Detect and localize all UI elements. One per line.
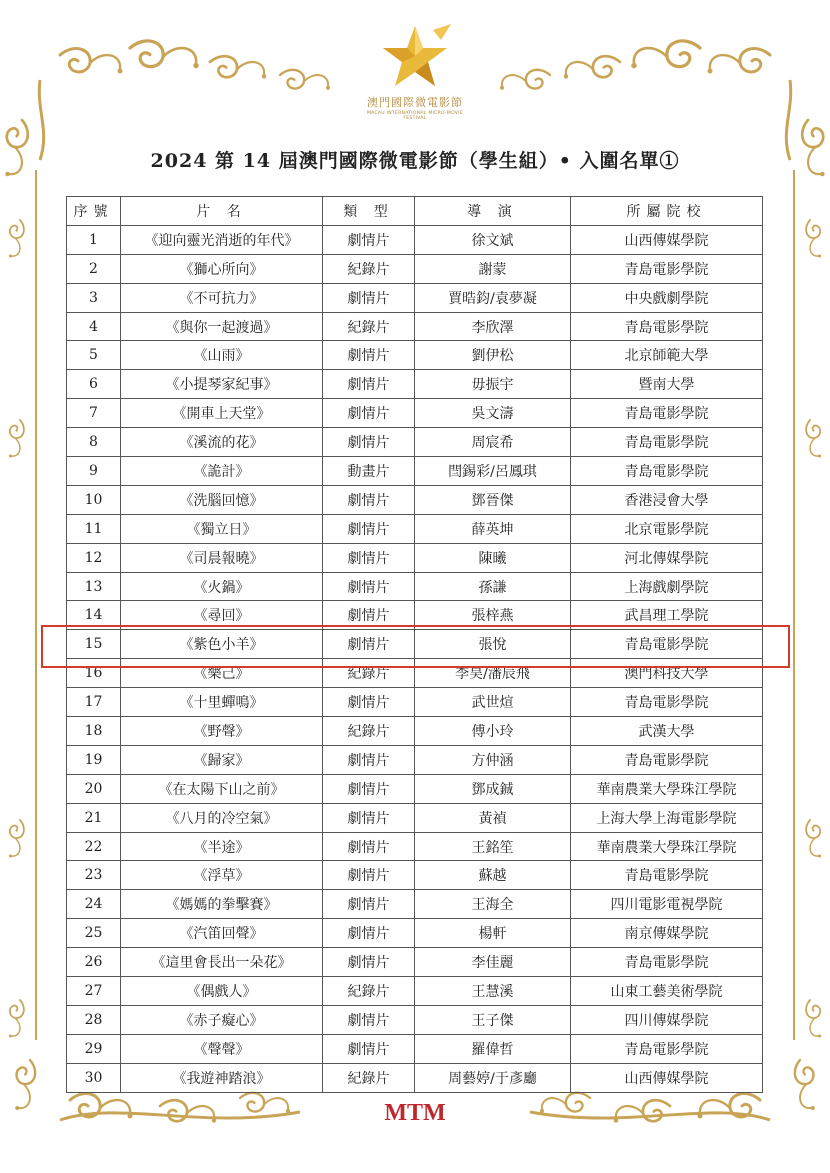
page-title: 2024 第 14 屆澳門國際微電影節（學生組）• 入圍名單① [150, 150, 680, 172]
cell-number: 29 [67, 1034, 121, 1063]
table-row [67, 745, 763, 774]
cell-number: 22 [67, 832, 121, 861]
table-row [67, 803, 763, 832]
table-row [67, 225, 763, 254]
cell-school: 山西傳媒學院 [571, 1063, 763, 1092]
table-row [67, 774, 763, 803]
cell-number: 19 [67, 745, 121, 774]
cell-genre: 劇情片 [323, 745, 415, 774]
cell-director: 王海全 [415, 890, 571, 919]
festival-logo [360, 22, 470, 134]
cell-genre: 劇情片 [323, 283, 415, 312]
cell-genre: 劇情片 [323, 370, 415, 399]
cell-number: 8 [67, 428, 121, 457]
cell-film-title: 《獅心所向》 [121, 254, 323, 283]
cell-school: 中央戲劇學院 [571, 283, 763, 312]
left-side-ornament [9, 170, 36, 1040]
table-row [67, 428, 763, 457]
cell-film-title: 《詭計》 [121, 457, 323, 486]
cell-film-title: 《溪流的花》 [121, 428, 323, 457]
cell-film-title: 《聲聲》 [121, 1034, 323, 1063]
cell-film-title: 《半途》 [121, 832, 323, 861]
table-row [67, 312, 763, 341]
cell-director: 李佳麗 [415, 948, 571, 977]
table-row [67, 832, 763, 861]
cell-genre: 紀錄片 [323, 312, 415, 341]
table-row [67, 370, 763, 399]
cell-number: 26 [67, 948, 121, 977]
cell-director: 閆錫彩/呂鳳琪 [415, 457, 571, 486]
cell-number: 27 [67, 977, 121, 1006]
cell-genre: 劇情片 [323, 225, 415, 254]
cell-number: 25 [67, 919, 121, 948]
cell-number: 7 [67, 399, 121, 428]
cell-number: 23 [67, 861, 121, 890]
cell-genre: 劇情片 [323, 341, 415, 370]
cell-genre: 劇情片 [323, 861, 415, 890]
cell-film-title: 《野聲》 [121, 717, 323, 746]
cell-director: 李欣澤 [415, 312, 571, 341]
table-row [67, 457, 763, 486]
cell-genre: 劇情片 [323, 514, 415, 543]
table-row [67, 485, 763, 514]
cell-film-title: 《小提琴家紀事》 [121, 370, 323, 399]
cell-genre: 劇情片 [323, 428, 415, 457]
cell-director: 王子傑 [415, 1005, 571, 1034]
cell-school: 山西傳媒學院 [571, 225, 763, 254]
cell-genre: 動畫片 [323, 457, 415, 486]
cell-number: 3 [67, 283, 121, 312]
cell-school: 青島電影學院 [571, 688, 763, 717]
cell-film-title: 《樂己》 [121, 659, 323, 688]
cell-director: 武世煊 [415, 688, 571, 717]
cell-school: 四川電影電視學院 [571, 890, 763, 919]
cell-school: 香港浸會大學 [571, 485, 763, 514]
cell-genre: 劇情片 [323, 543, 415, 572]
cell-film-title: 《火鍋》 [121, 572, 323, 601]
cell-film-title: 《這里會長出一朵花》 [121, 948, 323, 977]
cell-director: 周藝婷/于彥廳 [415, 1063, 571, 1092]
cell-genre: 紀錄片 [323, 1063, 415, 1092]
cell-number: 5 [67, 341, 121, 370]
cell-school: 暨南大學 [571, 370, 763, 399]
cell-genre: 紀錄片 [323, 717, 415, 746]
cell-genre: 劇情片 [323, 803, 415, 832]
cell-film-title: 《我遊神踏浪》 [121, 1063, 323, 1092]
cell-director: 蘇越 [415, 861, 571, 890]
cell-genre: 劇情片 [323, 832, 415, 861]
cell-genre: 劇情片 [323, 630, 415, 659]
cell-genre: 劇情片 [323, 485, 415, 514]
cell-film-title: 《在太陽下山之前》 [121, 774, 323, 803]
cell-number: 14 [67, 601, 121, 630]
cell-number: 24 [67, 890, 121, 919]
cell-film-title: 《媽媽的拳擊賽》 [121, 890, 323, 919]
cell-school: 山東工藝美術學院 [571, 977, 763, 1006]
cell-genre: 劇情片 [323, 688, 415, 717]
table-row [67, 341, 763, 370]
table-row [67, 543, 763, 572]
cell-director: 徐文斌 [415, 225, 571, 254]
cell-director: 方仲涵 [415, 745, 571, 774]
cell-film-title: 《不可抗力》 [121, 283, 323, 312]
cell-school: 上海大學上海電影學院 [571, 803, 763, 832]
cell-director: 周宸希 [415, 428, 571, 457]
table-row [67, 717, 763, 746]
cell-director: 鄧晉傑 [415, 485, 571, 514]
cell-school: 青島電影學院 [571, 399, 763, 428]
cell-director: 薛英坤 [415, 514, 571, 543]
cell-school: 青島電影學院 [571, 1034, 763, 1063]
header-film-title: 片 名 [121, 197, 323, 226]
table-row [67, 688, 763, 717]
cell-director: 賈晧鈞/袁夢凝 [415, 283, 571, 312]
cell-director: 李昊/潘辰飛 [415, 659, 571, 688]
cell-number: 17 [67, 688, 121, 717]
cell-genre: 劇情片 [323, 919, 415, 948]
cell-school: 青島電影學院 [571, 312, 763, 341]
cell-director: 王慧溪 [415, 977, 571, 1006]
header-number: 序號 [67, 197, 121, 226]
cell-school: 青島電影學院 [571, 457, 763, 486]
cell-school: 青島電影學院 [571, 861, 763, 890]
cell-number: 12 [67, 543, 121, 572]
cell-film-title: 《十里蟬鳴》 [121, 688, 323, 717]
table-row [67, 977, 763, 1006]
logo-english-name: MACAU INTERNATIONAL MICRO-MOVIE FESTIVAL [367, 111, 463, 121]
cell-genre: 劇情片 [323, 601, 415, 630]
cell-film-title: 《偶戲人》 [121, 977, 323, 1006]
header-director: 導 演 [415, 197, 571, 226]
cell-director: 王銘笙 [415, 832, 571, 861]
footer-brand: MTM [384, 1100, 446, 1126]
cell-school: 青島電影學院 [571, 428, 763, 457]
cell-genre: 劇情片 [323, 1034, 415, 1063]
cell-director: 羅偉哲 [415, 1034, 571, 1063]
table-row [67, 919, 763, 948]
cell-school: 青島電影學院 [571, 745, 763, 774]
cell-genre: 劇情片 [323, 890, 415, 919]
table-row [67, 890, 763, 919]
cell-genre: 紀錄片 [323, 977, 415, 1006]
cell-film-title: 《尋回》 [121, 601, 323, 630]
table-row [67, 861, 763, 890]
cell-film-title: 《紫色小羊》 [121, 630, 323, 659]
right-side-ornament [794, 170, 821, 1040]
cell-film-title: 《汽笛回聲》 [121, 919, 323, 948]
cell-school: 河北傳媒學院 [571, 543, 763, 572]
cell-director: 陳曦 [415, 543, 571, 572]
cell-film-title: 《與你一起渡過》 [121, 312, 323, 341]
cell-film-title: 《赤子癡心》 [121, 1005, 323, 1034]
cell-director: 張悅 [415, 630, 571, 659]
table-row [67, 1063, 763, 1092]
cell-number: 4 [67, 312, 121, 341]
cell-genre: 紀錄片 [323, 659, 415, 688]
cell-film-title: 《山雨》 [121, 341, 323, 370]
cell-director: 鄧成鋮 [415, 774, 571, 803]
cell-film-title: 《開車上天堂》 [121, 399, 323, 428]
cell-school: 上海戲劇學院 [571, 572, 763, 601]
cell-number: 11 [67, 514, 121, 543]
cell-number: 30 [67, 1063, 121, 1092]
cell-film-title: 《歸家》 [121, 745, 323, 774]
cell-director: 吳文濤 [415, 399, 571, 428]
cell-school: 南京傳媒學院 [571, 919, 763, 948]
golden-star-logo-icon [375, 22, 455, 92]
table-row [67, 572, 763, 601]
cell-film-title: 《八月的冷空氣》 [121, 803, 323, 832]
cell-number: 1 [67, 225, 121, 254]
cell-film-title: 《獨立日》 [121, 514, 323, 543]
cell-director: 毋振宇 [415, 370, 571, 399]
table-row [67, 399, 763, 428]
cell-film-title: 《浮草》 [121, 861, 323, 890]
cell-number: 16 [67, 659, 121, 688]
cell-number: 18 [67, 717, 121, 746]
cell-director: 張梓燕 [415, 601, 571, 630]
cell-number: 28 [67, 1005, 121, 1034]
cell-genre: 劇情片 [323, 572, 415, 601]
cell-genre: 劇情片 [323, 399, 415, 428]
table-row [67, 514, 763, 543]
cell-school: 華南農業大學珠江學院 [571, 774, 763, 803]
cell-school: 華南農業大學珠江學院 [571, 832, 763, 861]
cell-school: 青島電影學院 [571, 630, 763, 659]
table-header-row [67, 197, 763, 226]
cell-number: 10 [67, 485, 121, 514]
cell-school: 四川傳媒學院 [571, 1005, 763, 1034]
table-row [67, 1034, 763, 1063]
cell-number: 21 [67, 803, 121, 832]
cell-school: 武昌理工學院 [571, 601, 763, 630]
cell-number: 13 [67, 572, 121, 601]
row-highlight-box [41, 625, 790, 668]
logo-chinese-name: 澳門國際微電影節 [367, 96, 463, 109]
cell-film-title: 《司晨報曉》 [121, 543, 323, 572]
cell-genre: 劇情片 [323, 1005, 415, 1034]
cell-number: 6 [67, 370, 121, 399]
cell-school: 北京電影學院 [571, 514, 763, 543]
cell-school: 澳門科技大學 [571, 659, 763, 688]
cell-director: 劉伊松 [415, 341, 571, 370]
cell-school: 北京師範大學 [571, 341, 763, 370]
cell-film-title: 《洗腦回憶》 [121, 485, 323, 514]
table-row [67, 1005, 763, 1034]
header-school: 所屬院校 [571, 197, 763, 226]
header-genre: 類 型 [323, 197, 415, 226]
cell-director: 傅小玲 [415, 717, 571, 746]
cell-number: 9 [67, 457, 121, 486]
cell-number: 20 [67, 774, 121, 803]
cell-genre: 紀錄片 [323, 254, 415, 283]
cell-director: 楊軒 [415, 919, 571, 948]
cell-genre: 劇情片 [323, 948, 415, 977]
table-row [67, 283, 763, 312]
table-row [67, 254, 763, 283]
cell-director: 黃禎 [415, 803, 571, 832]
cell-school: 青島電影學院 [571, 948, 763, 977]
cell-school: 青島電影學院 [571, 254, 763, 283]
cell-genre: 劇情片 [323, 774, 415, 803]
cell-school: 武漢大學 [571, 717, 763, 746]
cell-number: 15 [67, 630, 121, 659]
cell-director: 孫謙 [415, 572, 571, 601]
cell-number: 2 [67, 254, 121, 283]
cell-film-title: 《迎向靈光消逝的年代》 [121, 225, 323, 254]
table-row [67, 948, 763, 977]
cell-director: 謝蒙 [415, 254, 571, 283]
